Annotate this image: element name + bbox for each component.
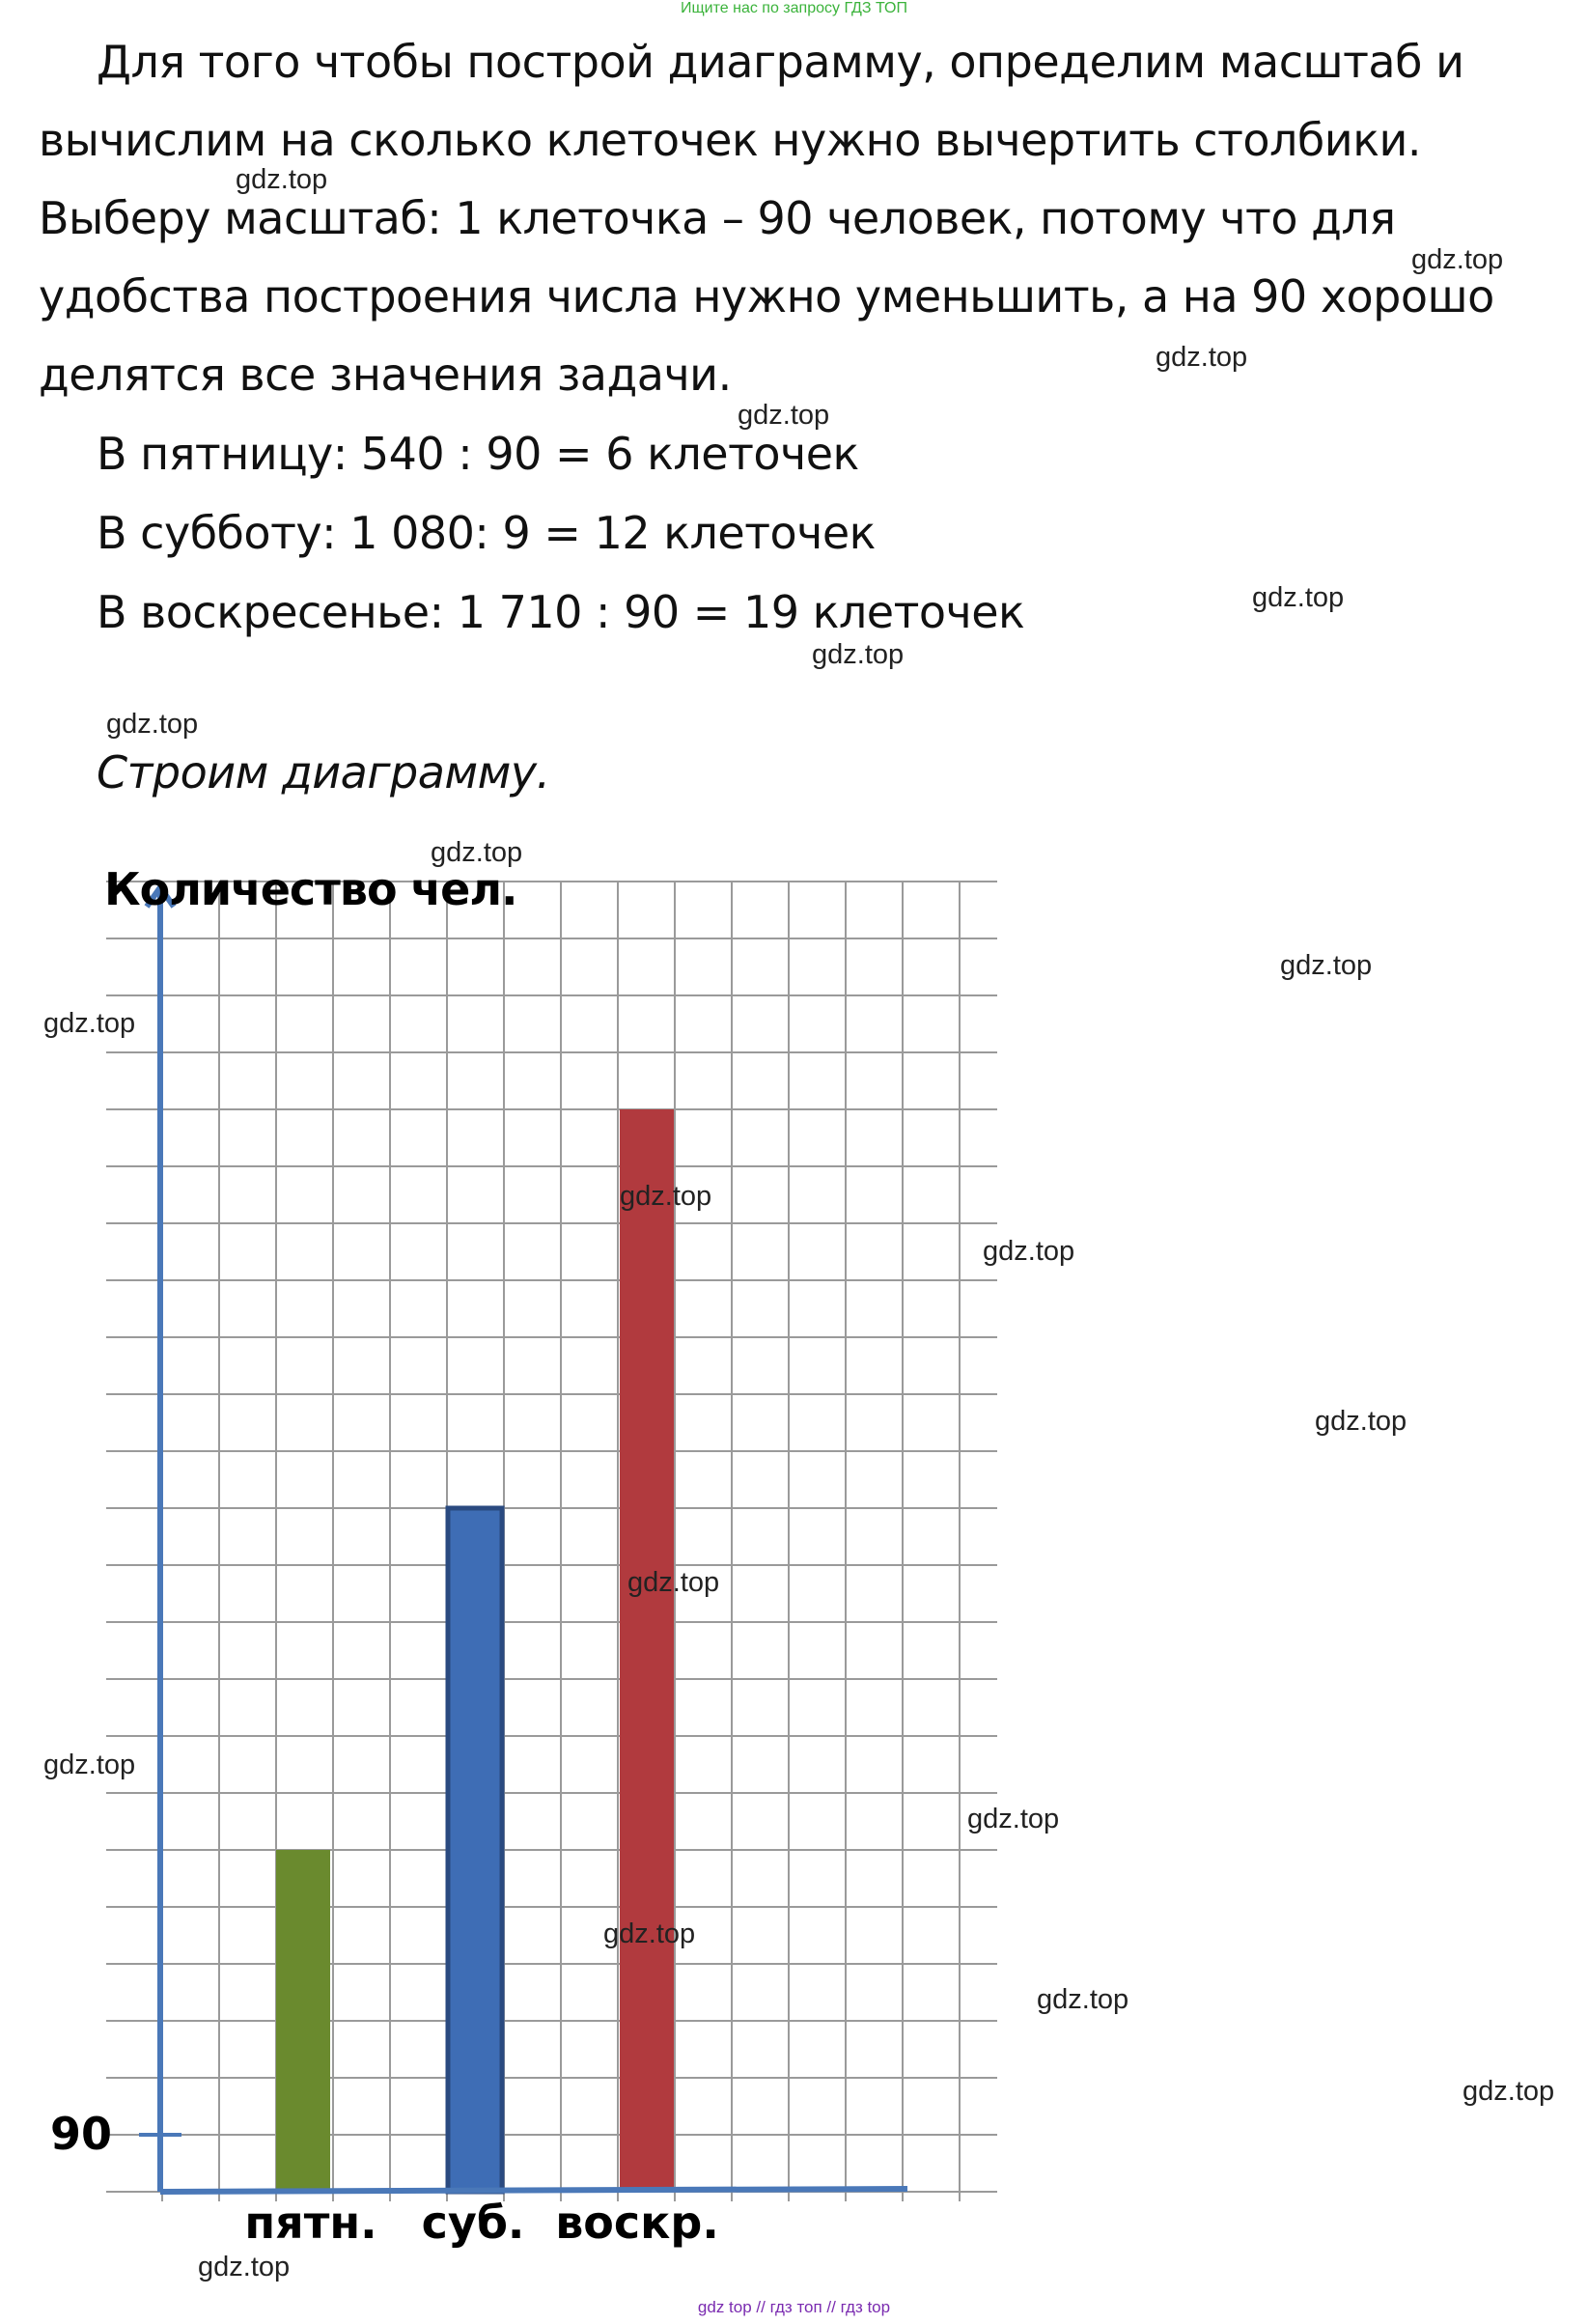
chart-bars (276, 1109, 674, 2192)
watermark: gdz.top (1411, 244, 1504, 275)
watermark: gdz.top (43, 1008, 136, 1039)
calc-sunday: В воскресенье: 1 710 : 90 = 19 клеточек (97, 586, 1025, 638)
watermark: gdz.top (1315, 1406, 1407, 1437)
bar-3 (620, 1109, 674, 2192)
watermark: gdz.top (236, 164, 328, 195)
watermark: gdz.top (431, 837, 523, 868)
watermark: gdz.top (627, 1567, 720, 1598)
text-line-5: делятся все значения задачи. (39, 349, 732, 401)
search-hint: Ищите нас по запросу ГДЗ ТОП (681, 0, 907, 16)
x-axis (160, 2189, 907, 2192)
watermark: gdz.top (1463, 2076, 1555, 2107)
category-label: суб. (421, 2197, 525, 2249)
watermark: gdz.top (198, 2252, 291, 2282)
calc-saturday: В субботу: 1 080: 9 = 12 клеточек (97, 507, 876, 559)
text-line-3: Выберу масштаб: 1 клеточка – 90 человек, потому что для (39, 192, 1396, 244)
watermark: gdz.top (812, 639, 905, 670)
build-diagram-heading: Строим диаграмму. (97, 746, 550, 798)
category-label: пятн. (244, 2197, 377, 2249)
watermark: gdz.top (620, 1181, 712, 1212)
y-tick-label: 90 (50, 2108, 113, 2160)
calc-friday: В пятницу: 540 : 90 = 6 клеточек (97, 428, 859, 480)
watermark: gdz.top (106, 709, 199, 740)
watermark: gdz.top (603, 1918, 696, 1949)
watermark: gdz.top (1156, 342, 1248, 373)
text-line-2: вычислим на сколько клеточек нужно вычертить столбики. (39, 114, 1421, 166)
category-label: воскр. (555, 2197, 719, 2249)
watermark: gdz.top (1280, 950, 1373, 981)
bar-2 (448, 1508, 502, 2192)
chart-title: Количество чел. (104, 863, 517, 915)
footer-links: gdz top // гдз топ // гдз top (697, 2298, 891, 2316)
text-line-1: Для того чтобы построй диаграмму, определим масштаб и (97, 36, 1464, 88)
chart-axes (139, 887, 907, 2192)
text-line-4: удобства построения числа нужно уменьшить, а на 90 хорошо (39, 270, 1494, 322)
watermark: gdz.top (738, 400, 830, 431)
watermark: gdz.top (983, 1236, 1075, 1267)
watermark: gdz.top (1037, 1984, 1129, 2015)
watermark: gdz.top (43, 1750, 136, 1780)
watermark: gdz.top (967, 1804, 1060, 1834)
bar-chart (0, 850, 1588, 2249)
watermark: gdz.top (1252, 582, 1345, 613)
chart-grid (106, 882, 997, 2201)
bar-1 (276, 1850, 330, 2192)
